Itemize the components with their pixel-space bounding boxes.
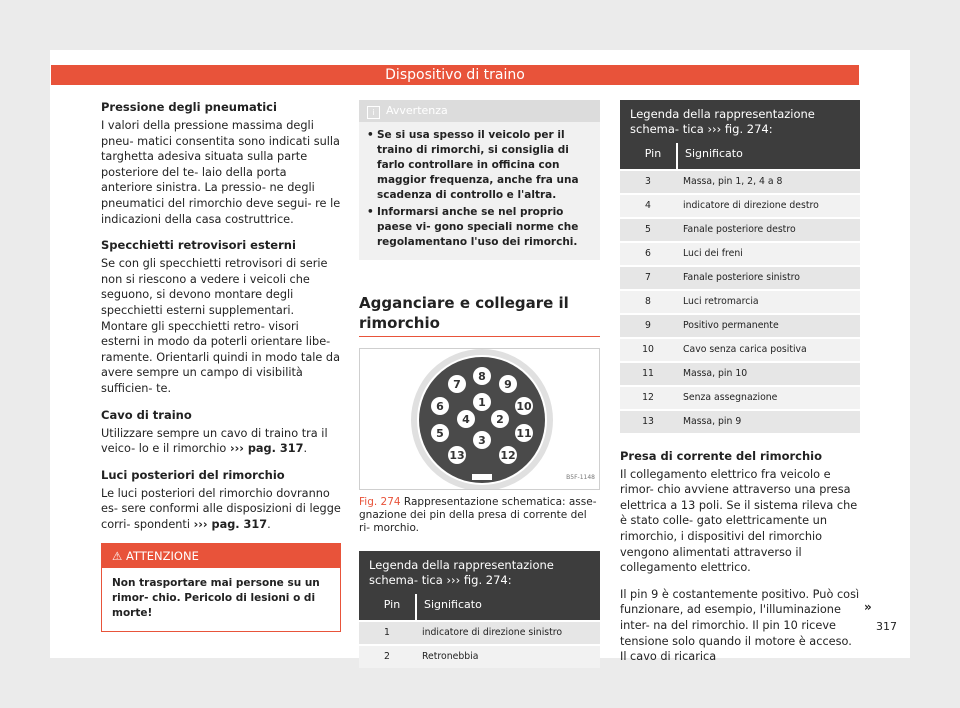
socket-pin-label: 10	[516, 400, 532, 413]
text-power-socket-2: Il pin 9 è costantemente positivo. Può così funzionare, ad esempio, l'illuminazione inter- na del rimorchio. Il pin 10 riceve tensione solo quando il motore è acceso. Il cavo di ricarica	[620, 587, 860, 664]
table-row: 1 indicatore di direzione sinistro	[359, 620, 600, 644]
table-row: 4 indicatore di direzione destro	[620, 193, 860, 217]
heading-mirrors: Specchietti retrovisori esterni	[101, 238, 296, 253]
text-tow-cable: Utilizzare sempre un cavo di traino tra il veico- lo e il rimorchio ››› pag. 317.	[101, 426, 328, 456]
column-right	[620, 100, 860, 676]
column-middle	[359, 100, 600, 668]
figure-socket	[359, 348, 600, 490]
continue-arrow-icon: »	[864, 600, 872, 614]
table-row: 2 Retronebbia	[359, 644, 600, 668]
socket-pin-label: 2	[496, 413, 504, 426]
legend-table	[620, 100, 860, 433]
heading-power-socket: Presa di corrente del rimorchio	[620, 448, 823, 463]
table-row: 5 Fanale posteriore destro	[620, 217, 860, 241]
chapter-header: Dispositivo di traino	[51, 65, 859, 85]
table-row: 10 Cavo senza carica positiva	[620, 337, 860, 361]
text-tire-pressure: I valori della pressione massima degli pneu- matici consentita sono indicati sulla targhetta adesiva situata sulla parte posteriore del te- laio della porta anteriore sinistra. La pressio- ne degli pneumatici del rimorchio deve segui- re le indicazioni della casa costruttrice.	[101, 119, 341, 226]
figure-caption: Fig. 274 Rappresentazione schematica: asse- gnazione dei pin della presa di corrente del ri- morchio.	[359, 496, 597, 534]
page-number: 317	[876, 620, 897, 633]
note-header: i Avvertenza	[359, 100, 600, 122]
text-power-socket-1: Il collegamento elettrico fra veicolo e rimor- chio avviene attraverso una presa elettrica a 13 poli. Se il sistema rileva che è stato colle- gato elettricamente un rimorchio, i dispositivi del rimorchio vengono alimentati attraverso il collegamento elettrico.	[620, 467, 858, 575]
text-rear-lights: Le luci posteriori del rimorchio dovranno es- sere conformi alle disposizioni di legge corri- spondenti ››› pag. 317.	[101, 486, 341, 531]
legend-title: Legenda della rappresentazione schema- tica ››› fig. 274:	[369, 558, 554, 587]
warning-triangle-icon: ⚠	[112, 549, 123, 564]
socket-pin-label: 6	[436, 400, 444, 413]
table-row: 12 Senza assegnazione	[620, 385, 860, 409]
note-item: • Informarsi anche se nel proprio paese vi- gono speciali norme che regolamentano l'uso dei rimorchi.	[367, 206, 579, 248]
column-header-pin: Pin	[383, 598, 401, 611]
warning-text: Non trasportare mai persone su un rimor- chio. Pericolo di lesioni o di morte!	[112, 577, 320, 620]
table-row: 6 Luci dei freni	[620, 241, 860, 265]
page-link[interactable]: ››› pag. 317	[193, 517, 268, 531]
socket-pin-label: 3	[478, 434, 486, 447]
info-icon: i	[367, 106, 380, 119]
legend-title: Legenda della rappresentazione schema- tica ››› fig. 274:	[630, 107, 815, 136]
table-row: 3 Massa, pin 1, 2, 4 a 8	[620, 169, 860, 193]
table-row: 13 Massa, pin 9	[620, 409, 860, 433]
socket-pin-label: 12	[500, 449, 516, 462]
note-item: • Se si usa spesso il veicolo per il traino di rimorchi, si consiglia di farlo controllare in officina con maggior frequenza, anche fra una scadenza di controllo e l'altra.	[367, 129, 579, 201]
figure-code: B5F-1148	[566, 474, 595, 482]
legend-table	[359, 551, 600, 668]
page-link[interactable]: ››› pag. 317	[229, 442, 304, 456]
column-header-meaning: Significato	[676, 143, 850, 169]
warning-box	[101, 543, 341, 632]
column-header-meaning: Significato	[415, 594, 590, 620]
warning-header: ⚠ ATTENZIONE	[102, 544, 340, 568]
socket-pin-label: 7	[453, 378, 461, 391]
column-left	[101, 100, 341, 632]
socket-diagram	[360, 349, 599, 489]
text-mirrors: Se con gli specchietti retrovisori di serie non si riescono a vedere i veicoli che seguono, si devono montare degli specchietti esterni supplementari. Montare gli specchietti retro- visori esterni in modo da poterli orientare libe- ramente. Orientarli quindi in modo tale da avere sempre un campo di visibilità sufficien- te.	[101, 257, 341, 395]
table-row: 8 Luci retromarcia	[620, 289, 860, 313]
socket-pin-label: 5	[436, 427, 444, 440]
note-box	[359, 100, 600, 260]
heading-rear-lights: Luci posteriori del rimorchio	[101, 467, 285, 482]
socket-pin-label: 8	[478, 370, 486, 383]
socket-pin-label: 1	[478, 396, 486, 409]
table-row: 11 Massa, pin 10	[620, 361, 860, 385]
heading-tow-cable: Cavo di traino	[101, 407, 192, 422]
socket-pin-label: 9	[504, 378, 512, 391]
socket-pin-label: 4	[462, 413, 470, 426]
section-title: Agganciare e collegare il rimorchio	[359, 293, 600, 337]
column-header-pin: Pin	[644, 147, 662, 160]
table-row: 9 Positivo permanente	[620, 313, 860, 337]
heading-tire-pressure: Pressione degli pneumatici	[101, 100, 277, 114]
socket-pin-label: 11	[516, 427, 532, 440]
table-row: 7 Fanale posteriore sinistro	[620, 265, 860, 289]
socket-pin-label: 13	[449, 449, 465, 462]
